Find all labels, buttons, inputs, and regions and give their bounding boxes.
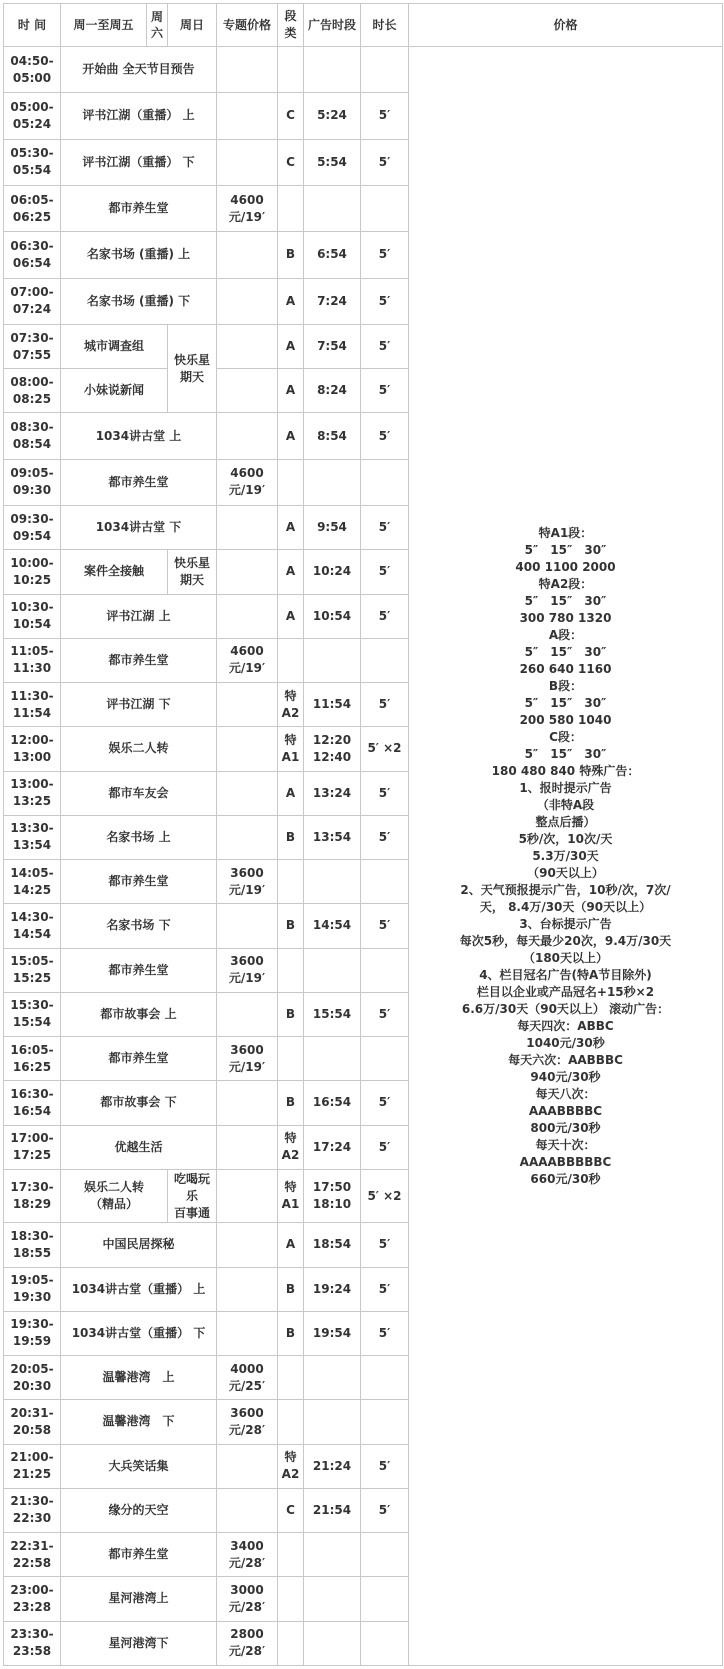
ad-slot-cell <box>304 1621 361 1665</box>
schedule-row <box>4 47 723 93</box>
segment-cell: C <box>278 93 304 139</box>
topic-price-cell <box>217 1444 278 1488</box>
price-line: 1、报时提示广告 <box>519 780 612 795</box>
price-line: （非特A段 <box>536 797 595 812</box>
topic-price-cell <box>217 1267 278 1311</box>
price-line: 5″ 15″ 30″ <box>524 746 607 761</box>
price-line: 5.3万/30天 <box>532 848 599 863</box>
ad-slot-cell <box>304 1577 361 1621</box>
price-line: 940元/30秒 <box>530 1069 601 1084</box>
ad-slot-cell: 12:20 12:40 <box>304 727 361 771</box>
program-cell: 名家书场 上 <box>61 815 217 859</box>
program-cell: 大兵笑话集 <box>61 1444 217 1488</box>
price-line: 5秒/次，10次/天 <box>518 831 613 846</box>
duration-cell: 5′ <box>361 1125 409 1169</box>
duration-cell <box>361 185 409 231</box>
ad-slot-cell: 16:54 <box>304 1081 361 1125</box>
duration-cell <box>361 1400 409 1444</box>
duration-cell <box>361 47 409 93</box>
segment-cell: B <box>278 1081 304 1125</box>
program-cell: 1034讲古堂 上 <box>61 413 217 459</box>
ad-slot-cell <box>304 185 361 231</box>
price-line: 4、栏目冠名广告(特A节目除外) <box>479 967 652 982</box>
price-line: （90天以上） <box>527 865 604 880</box>
price-line: 栏目以企业或产品冠名+15秒×2 <box>476 984 655 999</box>
time-cell: 08:00- 08:25 <box>4 369 61 413</box>
program-cell: 都市养生堂 <box>61 1533 217 1577</box>
ad-slot-cell: 13:54 <box>304 815 361 859</box>
program-cell: 1034讲古堂 下 <box>61 506 217 550</box>
topic-price-cell: 4600 元/19′ <box>217 459 278 505</box>
price-line: 每次5秒，每天最少20次，9.4万/30天 <box>459 933 672 948</box>
time-cell: 12:00- 13:00 <box>4 727 61 771</box>
time-cell: 17:00- 17:25 <box>4 1125 61 1169</box>
time-cell: 21:00- 21:25 <box>4 1444 61 1488</box>
time-cell: 17:30- 18:29 <box>4 1169 61 1223</box>
time-cell: 09:05- 09:30 <box>4 459 61 505</box>
ad-slot-cell: 10:54 <box>304 594 361 638</box>
header-segment: 段类 <box>278 4 304 47</box>
segment-cell: A <box>278 413 304 459</box>
program-cell: 小妹说新闻 <box>61 369 168 413</box>
segment-cell: 特 A1 <box>278 1169 304 1223</box>
program-cell: 都市故事会 下 <box>61 1081 217 1125</box>
segment-cell <box>278 860 304 904</box>
topic-price-cell: 4600 元/19′ <box>217 185 278 231</box>
time-cell: 13:00- 13:25 <box>4 771 61 815</box>
topic-price-cell: 3600 元/19′ <box>217 860 278 904</box>
time-cell: 13:30- 13:54 <box>4 815 61 859</box>
time-cell: 21:30- 22:30 <box>4 1488 61 1532</box>
segment-cell <box>278 1037 304 1081</box>
time-cell: 08:30- 08:54 <box>4 413 61 459</box>
price-line: （180天以上） <box>522 950 609 965</box>
segment-cell <box>278 948 304 992</box>
segment-cell: 特 A2 <box>278 1125 304 1169</box>
price-line: 3、台标提示广告 <box>519 916 612 931</box>
program-cell: 名家书场 (重播) 上 <box>61 232 217 278</box>
ad-slot-cell: 14:54 <box>304 904 361 948</box>
time-cell: 19:05- 19:30 <box>4 1267 61 1311</box>
program-cell: 快乐星 期天 <box>168 324 217 413</box>
price-line: 每天四次：ABBC <box>517 1018 614 1033</box>
duration-cell <box>361 1577 409 1621</box>
segment-cell: A <box>278 506 304 550</box>
price-line: 天， 8.4万/30天（90天以上） <box>479 899 652 914</box>
duration-cell <box>361 1533 409 1577</box>
program-cell: 名家书场 (重播) 下 <box>61 278 217 324</box>
duration-cell: 5′ <box>361 1223 409 1267</box>
price-line: 每天十次： <box>535 1137 596 1152</box>
program-cell: 都市养生堂 <box>61 948 217 992</box>
price-line: 5″ 15″ 30″ <box>524 644 607 659</box>
topic-price-cell: 3600 元/19′ <box>217 1037 278 1081</box>
time-cell: 19:30- 19:59 <box>4 1311 61 1355</box>
ad-slot-cell <box>304 638 361 682</box>
duration-cell <box>361 860 409 904</box>
price-line: B段： <box>548 678 583 693</box>
segment-cell <box>278 1400 304 1444</box>
price-line: 特A2段： <box>538 576 593 591</box>
time-cell: 06:30- 06:54 <box>4 232 61 278</box>
segment-cell <box>278 1356 304 1400</box>
price-line: AAABBBBC <box>528 1103 603 1118</box>
ad-slot-cell: 7:24 <box>304 278 361 324</box>
price-line: 特A1段： <box>538 525 593 540</box>
time-cell: 15:05- 15:25 <box>4 948 61 992</box>
program-cell: 评书江湖 下 <box>61 683 217 727</box>
price-info-cell <box>409 47 723 1666</box>
segment-cell: 特 A1 <box>278 727 304 771</box>
header-duration: 时长 <box>361 4 409 47</box>
ad-slot-cell: 10:24 <box>304 550 361 594</box>
header-row <box>4 4 723 47</box>
program-cell: 都市养生堂 <box>61 860 217 904</box>
topic-price-cell: 4000 元/25′ <box>217 1356 278 1400</box>
program-cell: 都市养生堂 <box>61 638 217 682</box>
topic-price-cell <box>217 1223 278 1267</box>
topic-price-cell <box>217 550 278 594</box>
topic-price-cell <box>217 1311 278 1355</box>
segment-cell: B <box>278 815 304 859</box>
topic-price-cell <box>217 278 278 324</box>
topic-price-cell: 2800 元/28′ <box>217 1621 278 1665</box>
program-cell: 快乐星 期天 <box>168 550 217 594</box>
duration-cell: 5′ <box>361 93 409 139</box>
duration-cell: 5′ <box>361 506 409 550</box>
time-cell: 07:00- 07:24 <box>4 278 61 324</box>
segment-cell <box>278 1577 304 1621</box>
price-line: 每天六次：AABBBC <box>508 1052 623 1067</box>
duration-cell <box>361 948 409 992</box>
price-line: A段： <box>548 627 583 642</box>
time-cell: 20:05- 20:30 <box>4 1356 61 1400</box>
topic-price-cell <box>217 232 278 278</box>
segment-cell <box>278 185 304 231</box>
duration-cell: 5′ <box>361 1267 409 1311</box>
segment-cell: A <box>278 1223 304 1267</box>
topic-price-cell: 4600 元/19′ <box>217 638 278 682</box>
time-cell: 16:30- 16:54 <box>4 1081 61 1125</box>
topic-price-cell <box>217 594 278 638</box>
time-cell: 14:05- 14:25 <box>4 860 61 904</box>
price-line: 660元/30秒 <box>530 1171 601 1186</box>
program-cell: 1034讲古堂（重播） 上 <box>61 1267 217 1311</box>
ad-slot-cell: 6:54 <box>304 232 361 278</box>
price-line: 5″ 15″ 30″ <box>524 695 607 710</box>
topic-price-cell: 3400 元/28′ <box>217 1533 278 1577</box>
program-cell: 温馨港湾 下 <box>61 1400 217 1444</box>
price-line: 180 480 840 特殊广告： <box>491 763 640 778</box>
program-cell: 星河港湾上 <box>61 1577 217 1621</box>
segment-cell: A <box>278 324 304 368</box>
program-cell: 名家书场 下 <box>61 904 217 948</box>
ad-slot-cell: 13:24 <box>304 771 361 815</box>
price-line: 5″ 15″ 30″ <box>524 542 607 557</box>
header-weekday: 周一至周五 <box>61 4 147 47</box>
time-cell: 16:05- 16:25 <box>4 1037 61 1081</box>
topic-price-cell <box>217 1169 278 1223</box>
program-cell: 娱乐二人转 （精品） <box>61 1169 168 1223</box>
program-cell: 温馨港湾 上 <box>61 1356 217 1400</box>
duration-cell: 5′ <box>361 413 409 459</box>
time-cell: 23:30- 23:58 <box>4 1621 61 1665</box>
duration-cell: 5′ <box>361 904 409 948</box>
segment-cell: A <box>278 550 304 594</box>
time-cell: 23:00- 23:28 <box>4 1577 61 1621</box>
price-line: 2、天气预报提示广告，10秒/次，7次/ <box>460 882 671 897</box>
topic-price-cell <box>217 1081 278 1125</box>
segment-cell: B <box>278 1267 304 1311</box>
price-line: 300 780 1320 <box>519 610 612 625</box>
header-time: 时 间 <box>4 4 61 47</box>
topic-price-cell <box>217 413 278 459</box>
topic-price-cell <box>217 139 278 185</box>
segment-cell: B <box>278 1311 304 1355</box>
duration-cell: 5′ <box>361 139 409 185</box>
time-cell: 05:30- 05:54 <box>4 139 61 185</box>
topic-price-cell: 3600 元/19′ <box>217 948 278 992</box>
program-cell: 城市调查组 <box>61 324 168 368</box>
price-line: 800元/30秒 <box>530 1120 601 1135</box>
duration-cell: 5′ <box>361 594 409 638</box>
program-cell: 中国民居探秘 <box>61 1223 217 1267</box>
ad-slot-cell: 19:54 <box>304 1311 361 1355</box>
duration-cell <box>361 638 409 682</box>
price-line: 400 1100 2000 <box>515 559 616 574</box>
ad-slot-cell: 9:54 <box>304 506 361 550</box>
ad-slot-cell <box>304 47 361 93</box>
ad-slot-cell: 8:24 <box>304 369 361 413</box>
ad-slot-cell <box>304 860 361 904</box>
program-cell: 吃喝玩乐 百事通 <box>168 1169 217 1223</box>
duration-cell: 5′ <box>361 324 409 368</box>
duration-cell: 5′ <box>361 1444 409 1488</box>
duration-cell: 5′ <box>361 1081 409 1125</box>
ad-slot-cell: 18:54 <box>304 1223 361 1267</box>
ad-slot-cell: 21:24 <box>304 1444 361 1488</box>
time-cell: 10:30- 10:54 <box>4 594 61 638</box>
time-cell: 11:05- 11:30 <box>4 638 61 682</box>
program-cell: 娱乐二人转 <box>61 727 217 771</box>
time-cell: 15:30- 15:54 <box>4 992 61 1036</box>
duration-cell: 5′ <box>361 278 409 324</box>
time-cell: 18:30- 18:55 <box>4 1223 61 1267</box>
program-cell: 星河港湾下 <box>61 1621 217 1665</box>
schedule-body <box>4 47 723 1666</box>
program-cell: 评书江湖 上 <box>61 594 217 638</box>
price-line: 200 580 1040 <box>519 712 612 727</box>
duration-cell: 5′ <box>361 232 409 278</box>
segment-cell <box>278 638 304 682</box>
ad-slot-cell <box>304 459 361 505</box>
ad-slot-cell: 17:50 18:10 <box>304 1169 361 1223</box>
ad-slot-cell <box>304 1400 361 1444</box>
topic-price-cell <box>217 771 278 815</box>
price-line: 整点后播） <box>535 814 596 829</box>
program-cell: 都市养生堂 <box>61 1037 217 1081</box>
segment-cell <box>278 1621 304 1665</box>
ad-slot-cell <box>304 1037 361 1081</box>
time-cell: 20:31- 20:58 <box>4 1400 61 1444</box>
time-cell: 04:50- 05:00 <box>4 47 61 93</box>
segment-cell: A <box>278 594 304 638</box>
segment-cell <box>278 459 304 505</box>
segment-cell: 特 A2 <box>278 683 304 727</box>
segment-cell: C <box>278 139 304 185</box>
time-cell: 05:00- 05:24 <box>4 93 61 139</box>
price-line: C段： <box>549 729 582 744</box>
program-cell: 都市养生堂 <box>61 185 217 231</box>
duration-cell: 5′ <box>361 1311 409 1355</box>
header-saturday: 周六 <box>147 4 168 47</box>
segment-cell: A <box>278 771 304 815</box>
ad-slot-cell: 17:24 <box>304 1125 361 1169</box>
time-cell: 22:31- 22:58 <box>4 1533 61 1577</box>
price-line: 5″ 15″ 30″ <box>524 593 607 608</box>
ad-slot-cell: 11:54 <box>304 683 361 727</box>
topic-price-cell <box>217 683 278 727</box>
duration-cell: 5′ ×2 <box>361 1169 409 1223</box>
segment-cell: B <box>278 992 304 1036</box>
segment-cell: B <box>278 232 304 278</box>
ad-slot-cell <box>304 948 361 992</box>
program-cell: 案件全接触 <box>61 550 168 594</box>
header-topic-price: 专题价格 <box>217 4 278 47</box>
header-ad-slot: 广告时段 <box>304 4 361 47</box>
topic-price-cell <box>217 1125 278 1169</box>
segment-cell: B <box>278 904 304 948</box>
program-cell: 都市故事会 上 <box>61 992 217 1036</box>
ad-slot-cell <box>304 1533 361 1577</box>
segment-cell: C <box>278 1488 304 1532</box>
segment-cell: A <box>278 278 304 324</box>
ad-slot-cell: 5:54 <box>304 139 361 185</box>
duration-cell <box>361 459 409 505</box>
program-cell: 评书江湖（重播） 下 <box>61 139 217 185</box>
header-price: 价格 <box>409 4 723 47</box>
duration-cell: 5′ <box>361 683 409 727</box>
program-cell: 都市养生堂 <box>61 459 217 505</box>
topic-price-cell <box>217 93 278 139</box>
ad-slot-cell: 7:54 <box>304 324 361 368</box>
time-cell: 14:30- 14:54 <box>4 904 61 948</box>
duration-cell: 5′ <box>361 771 409 815</box>
ad-slot-cell: 19:24 <box>304 1267 361 1311</box>
topic-price-cell <box>217 506 278 550</box>
segment-cell: A <box>278 369 304 413</box>
segment-cell <box>278 1533 304 1577</box>
segment-cell: 特 A2 <box>278 1444 304 1488</box>
ad-slot-cell: 21:54 <box>304 1488 361 1532</box>
ad-slot-cell <box>304 1356 361 1400</box>
duration-cell: 5′ <box>361 550 409 594</box>
price-line: 6.6万/30天（90天以上） 滚动广告： <box>461 1001 670 1016</box>
topic-price-cell <box>217 369 278 413</box>
duration-cell: 5′ <box>361 369 409 413</box>
topic-price-cell <box>217 815 278 859</box>
segment-cell <box>278 47 304 93</box>
time-cell: 06:05- 06:25 <box>4 185 61 231</box>
topic-price-cell <box>217 992 278 1036</box>
duration-cell <box>361 1356 409 1400</box>
topic-price-cell: 3000 元/28′ <box>217 1577 278 1621</box>
time-cell: 10:00- 10:25 <box>4 550 61 594</box>
ad-schedule-table <box>3 3 723 1666</box>
duration-cell: 5′ <box>361 1488 409 1532</box>
duration-cell <box>361 1621 409 1665</box>
program-cell: 缘分的天空 <box>61 1488 217 1532</box>
topic-price-cell <box>217 1488 278 1532</box>
ad-slot-cell: 15:54 <box>304 992 361 1036</box>
price-line: 260 640 1160 <box>519 661 612 676</box>
topic-price-cell <box>217 727 278 771</box>
header-sunday: 周日 <box>168 4 217 47</box>
topic-price-cell <box>217 904 278 948</box>
time-cell: 11:30- 11:54 <box>4 683 61 727</box>
price-line: AAAABBBBBC <box>519 1154 612 1169</box>
time-cell: 07:30- 07:55 <box>4 324 61 368</box>
topic-price-cell: 3600 元/28′ <box>217 1400 278 1444</box>
price-line: 1040元/30秒 <box>526 1035 605 1050</box>
program-cell: 1034讲古堂（重播） 下 <box>61 1311 217 1355</box>
program-cell: 评书江湖（重播） 上 <box>61 93 217 139</box>
topic-price-cell <box>217 324 278 368</box>
duration-cell: 5′ ×2 <box>361 727 409 771</box>
ad-slot-cell: 5:24 <box>304 93 361 139</box>
program-cell: 优越生活 <box>61 1125 217 1169</box>
duration-cell: 5′ <box>361 992 409 1036</box>
program-cell: 都市车友会 <box>61 771 217 815</box>
program-cell: 开始曲 全天节目预告 <box>61 47 217 93</box>
time-cell: 09:30- 09:54 <box>4 506 61 550</box>
ad-slot-cell: 8:54 <box>304 413 361 459</box>
duration-cell <box>361 1037 409 1081</box>
price-line: 每天八次： <box>535 1086 596 1101</box>
topic-price-cell <box>217 47 278 93</box>
duration-cell: 5′ <box>361 815 409 859</box>
